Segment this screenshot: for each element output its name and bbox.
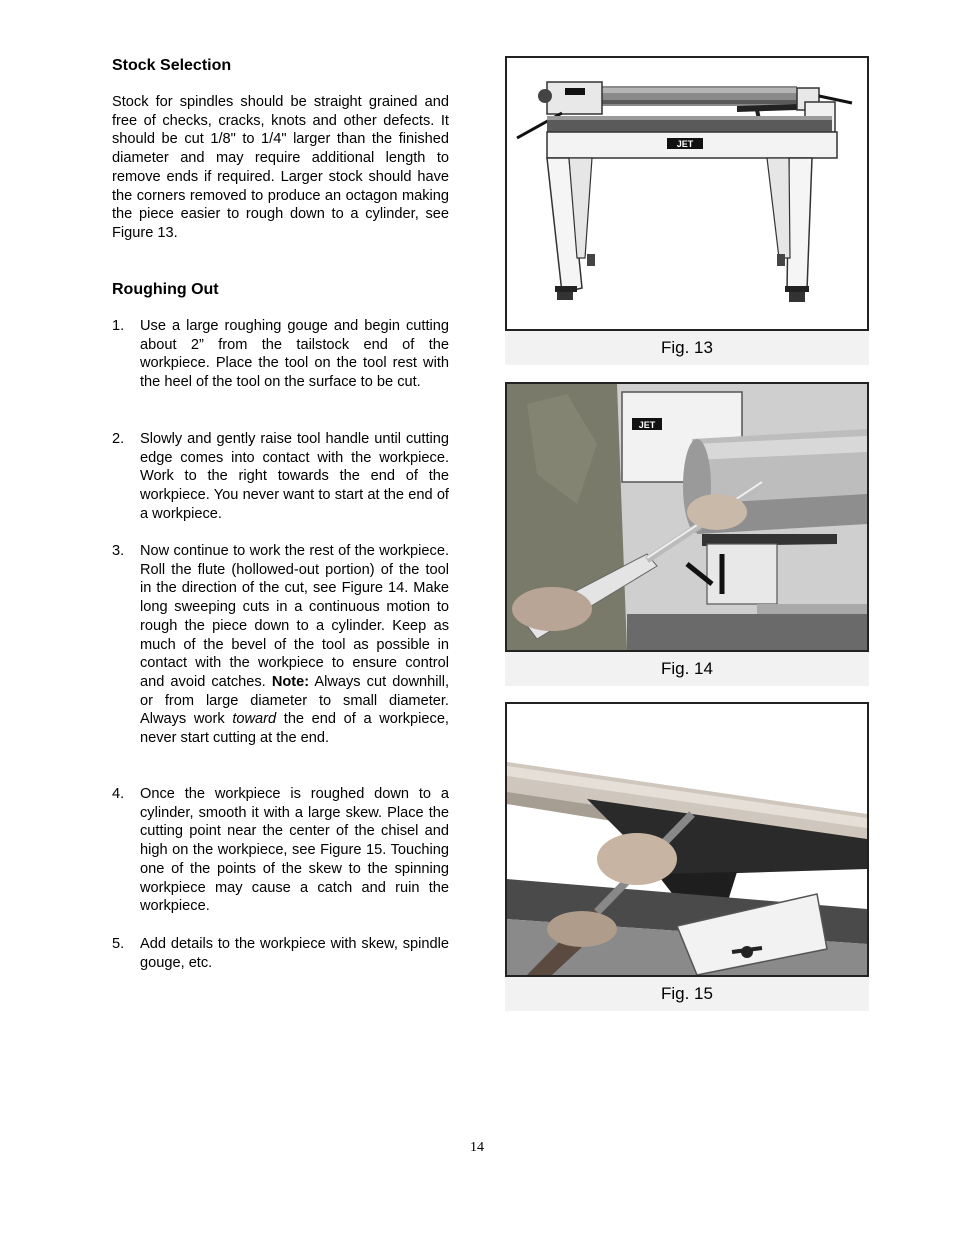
jet-logo: JET bbox=[676, 139, 694, 149]
figure-13-caption: Fig. 13 bbox=[661, 338, 713, 357]
step-text bbox=[140, 542, 449, 748]
skew-chisel-illustration bbox=[507, 704, 867, 975]
roughing-gouge-illustration bbox=[507, 384, 867, 650]
note-label: Note: bbox=[271, 673, 310, 690]
step-text: Add details to the workpiece with skew, spindle gouge, etc. bbox=[140, 936, 449, 971]
step-number: 3. bbox=[112, 543, 125, 559]
step-text: Slowly and gently raise tool handle until cutting edge comes into contact with the workpiece. Work to the right towards the end of the workpiece. You never want to start at the end of a workpiece. bbox=[140, 431, 449, 522]
step-number: 4. bbox=[112, 786, 125, 802]
figure-13-caption-band bbox=[505, 331, 869, 365]
step-text-part: the end of a workpiece, never start cutting at the end. bbox=[140, 711, 449, 747]
jet-logo: JET bbox=[638, 420, 656, 430]
step-number: 1. bbox=[112, 318, 125, 334]
page-number: 14 bbox=[470, 1140, 484, 1155]
roughing-out-heading: Roughing Out bbox=[112, 281, 219, 298]
stock-selection-heading: Stock Selection bbox=[112, 57, 232, 74]
emphasis-text: toward bbox=[232, 711, 277, 728]
figure-13-photo bbox=[505, 56, 869, 331]
figure-14-caption: Fig. 14 bbox=[661, 659, 713, 678]
figure-15-caption-band bbox=[505, 977, 869, 1011]
figure-14-caption-band bbox=[505, 652, 869, 686]
figure-15-caption: Fig. 15 bbox=[661, 984, 713, 1003]
step-number: 5. bbox=[112, 936, 125, 952]
figure-15-photo bbox=[505, 702, 869, 977]
lathe-illustration bbox=[507, 58, 867, 329]
step-text: Once the workpiece is roughed down to a cylinder, smooth it with a large skew. Place the cutting point near the center of the chisel and high on the workpiece, see Figure 15. Touching one of the points of the skew to the spinning workpiece may cause a catch and ruin the workpiece. bbox=[140, 786, 449, 915]
step-number: 2. bbox=[112, 431, 125, 447]
step-text-part: Always cut downhill, or from large diameter to small diameter. Always work bbox=[140, 673, 450, 728]
step-text: Use a large roughing gouge and begin cutting about 2” from the tailstock end of the workpiece. Place the tool on the tool rest with the heel of the tool on the surface to be cut. bbox=[140, 318, 449, 391]
figure-14-photo bbox=[505, 382, 869, 652]
step-text-part: Now continue to work the rest of the workpiece. Roll the flute (hollowed-out portion) of the tool in the direction of the cut, see Figure 14. Make long sweeping cuts in a continuous motion to rough the piece down to a cylinder. Keep as much of the bevel of the tool as possible in contact with the workpiece to ensure control and avoid catches. bbox=[140, 543, 449, 690]
stock-selection-paragraph: Stock for spindles should be straight grained and free of checks, cracks, knots and other defects. It should be cut 1/8" to 1/4" larger than the finished diameter and may require additional length to remove ends if required. Larger stock should have the corners removed to produce an octagon making the piece easier to rough down to a cylinder, see Figure 13. bbox=[112, 94, 449, 241]
